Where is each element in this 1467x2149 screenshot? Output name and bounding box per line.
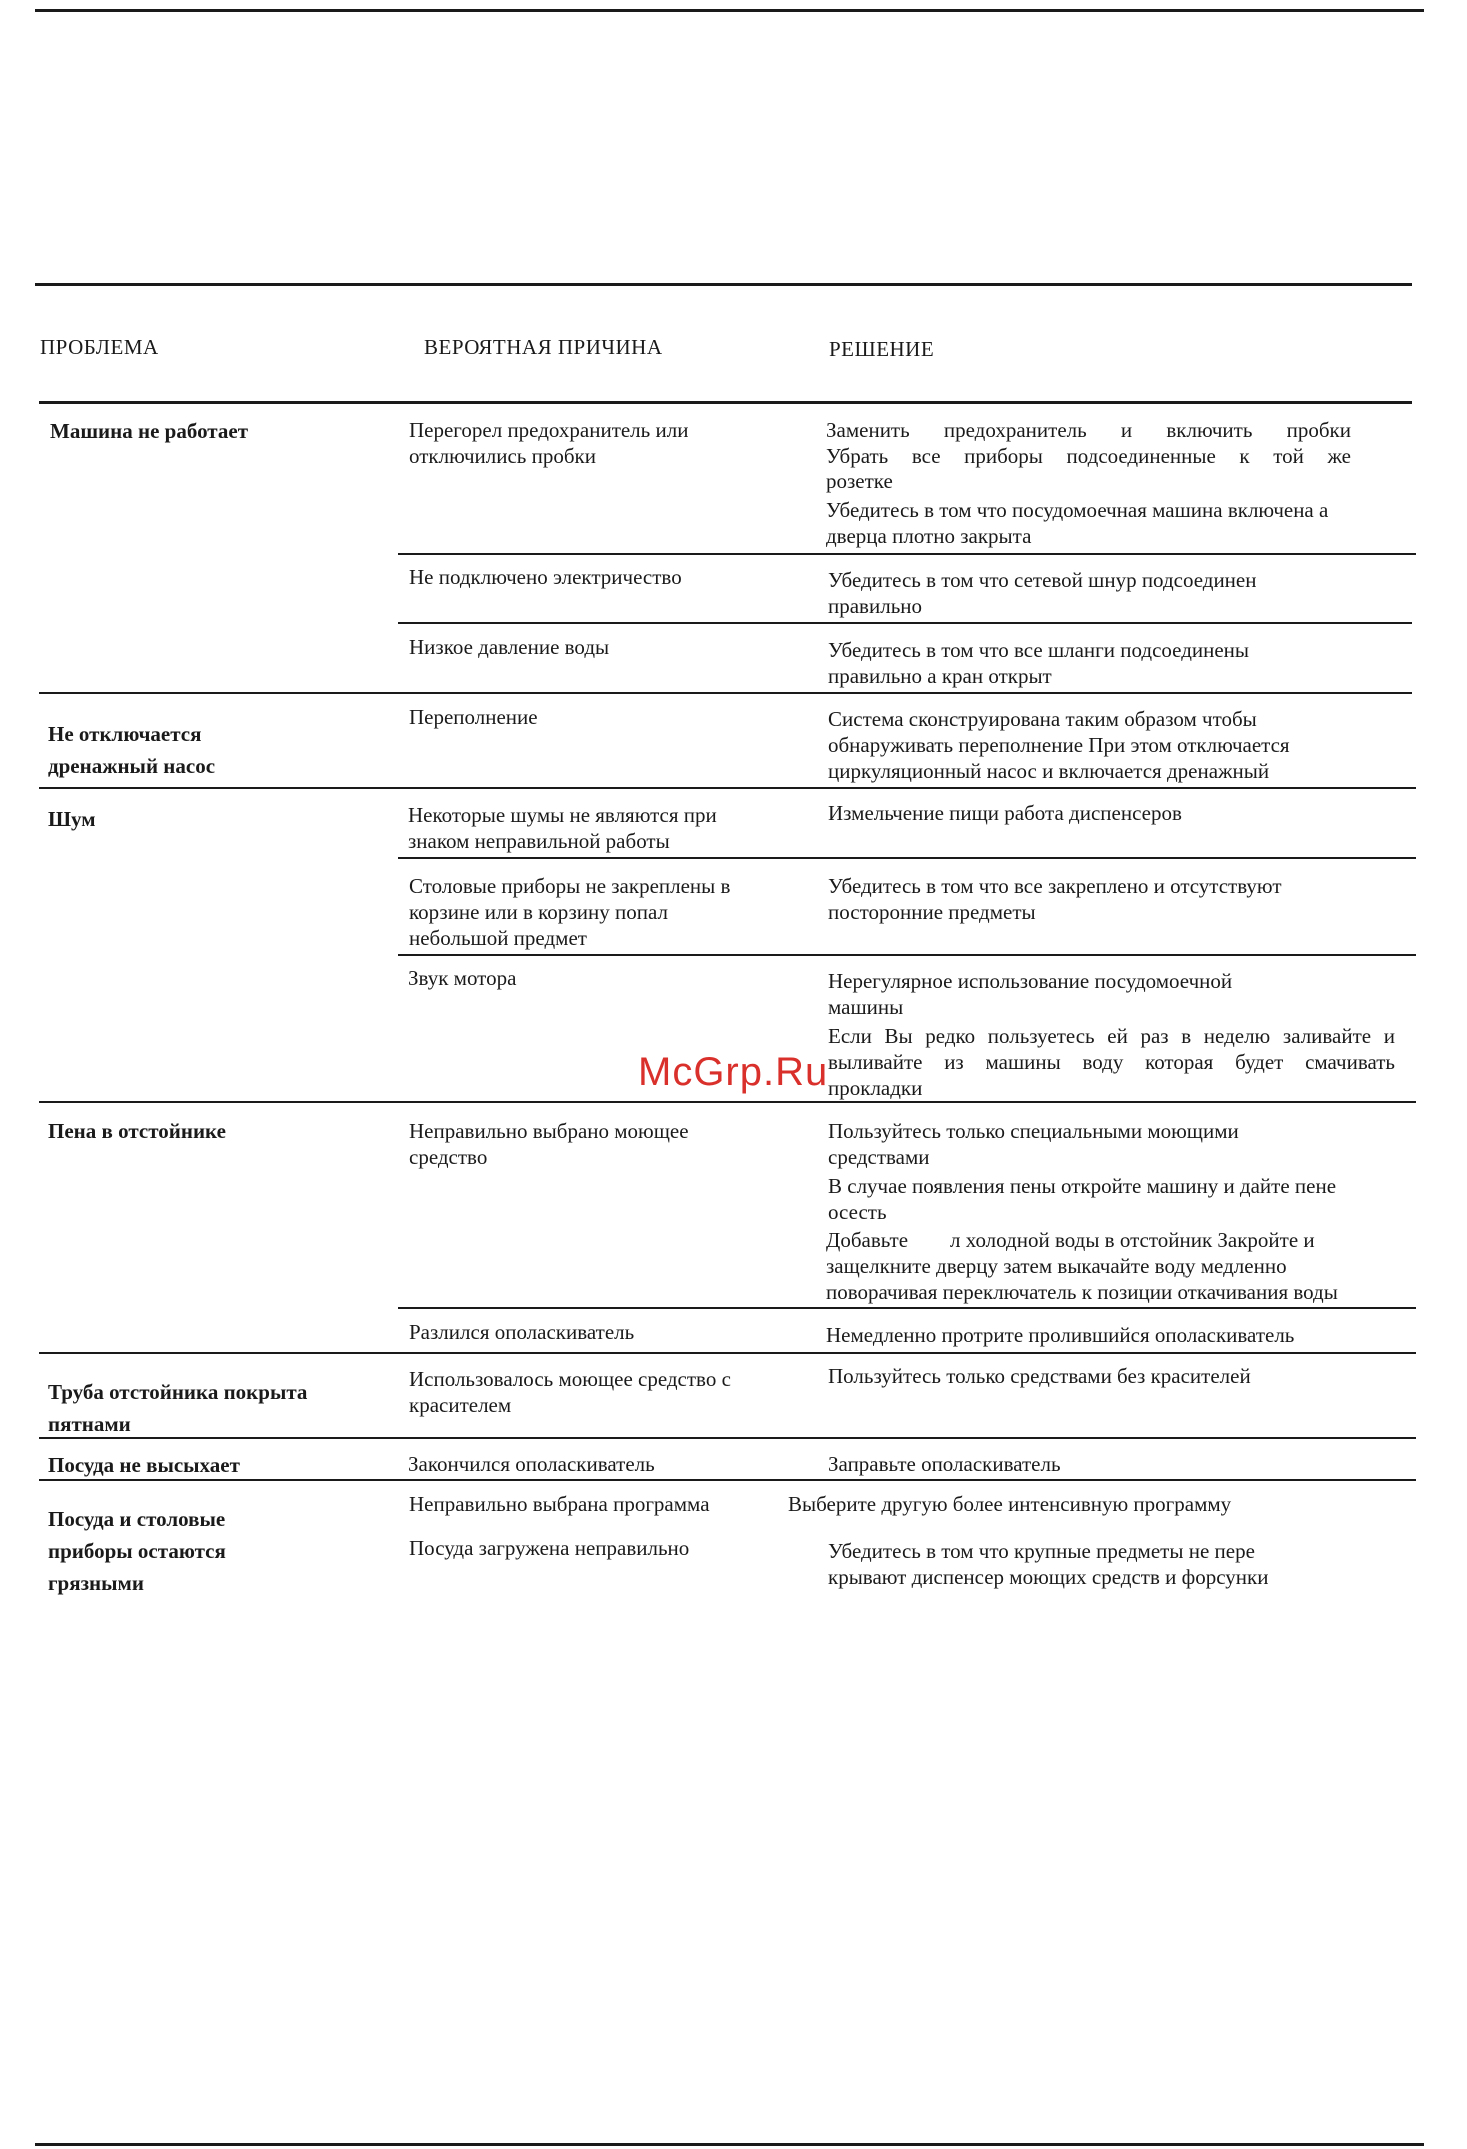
problem-cell: Не отключается дренажный насос (48, 722, 216, 778)
solution-cell: Убедитесь в том что все закреплено и отсутствуют посторонние предметы (828, 874, 1282, 924)
problem-cell: Посуда и столовые приборы остаются грязными (48, 1507, 226, 1595)
row-divider (39, 1101, 1416, 1103)
solution-cell: Убедитесь в том что сетевой шнур подсоединен правильно (828, 568, 1257, 618)
solution-cell: Добавьте л холодной воды в отстойник Закройте и защелкните дверцу затем выкачайте воду медленно поворачивая переключатель к позиции откачивания воды (826, 1228, 1338, 1304)
cause-cell: Использовалось моющее средство с красителем (409, 1367, 731, 1417)
solution-cell: Если Вы редко пользуетесь ей раз в неделю заливайте и выливайте из машины воду которая будет смачивать прокладки (828, 1024, 1395, 1100)
solution-cell: Нерегулярное использование посудомоечной машины (828, 969, 1233, 1019)
cause-cell: Некоторые шумы не являются при знаком неправильной работы (408, 803, 717, 853)
row-divider (398, 857, 1416, 859)
header-cause: ВЕРОЯТНАЯ ПРИЧИНА (424, 335, 663, 359)
row-divider (39, 787, 1416, 789)
row-divider (39, 692, 1412, 694)
solution-cell: Измельчение пищи работа диспенсеров (828, 801, 1182, 825)
cause-cell: Звук мотора (408, 966, 517, 990)
header-rule (39, 401, 1412, 404)
row-divider (398, 622, 1412, 624)
solution-cell: розетке Убедитесь в том что посудомоечная машина включена а дверца плотно закрыта (826, 469, 1329, 548)
cause-cell: Перегорел предохранитель или отключились пробки (409, 418, 689, 468)
cause-cell: Столовые приборы не закреплены в корзине или в корзину попал небольшой предмет (409, 874, 731, 950)
table-top-rule (35, 283, 1412, 286)
solution-cell: Убедитесь в том что крупные предметы не пере крывают диспенсер моющих средств и форсунки (828, 1539, 1269, 1589)
header-solution: РЕШЕНИЕ (829, 337, 935, 361)
problem-cell: Труба отстойника покрыта пятнами (48, 1380, 308, 1436)
row-divider (39, 1352, 1416, 1354)
bottom-rule (35, 2143, 1424, 2146)
solution-cell: Заменить предохранитель и включить пробки Убрать все приборы подсоединенные к той же (826, 418, 1351, 468)
cause-cell: Неправильно выбрано моющее средство (409, 1119, 689, 1169)
solution-cell: Немедленно протрите пролившийся ополаскиватель (826, 1323, 1295, 1347)
problem-cell: Посуда не высыхает (48, 1453, 240, 1477)
solution-cell: Пользуйтесь только средствами без красителей (828, 1364, 1251, 1388)
problem-cell: Машина не работает (50, 419, 249, 443)
cause-cell: Закончился ополаскиватель (408, 1452, 655, 1476)
cause-cell: Переполнение (409, 705, 538, 729)
top-rule (35, 9, 1424, 12)
row-divider (398, 954, 1416, 956)
cause-cell: Неправильно выбрана программа (409, 1492, 710, 1516)
problem-cell: Пена в отстойнике (48, 1119, 226, 1143)
watermark: McGrp.Ru (638, 1050, 829, 1094)
header-problem: ПРОБЛЕМА (40, 335, 159, 359)
solution-cell: Убедитесь в том что все шланги подсоединены правильно а кран открыт (828, 638, 1250, 688)
row-divider (398, 553, 1416, 555)
row-divider (39, 1479, 1416, 1481)
solution-cell: Заправьте ополаскиватель (828, 1452, 1061, 1476)
problem-cell: Шум (48, 807, 96, 831)
cause-cell: Не подключено электричество (409, 565, 682, 589)
row-divider (398, 1307, 1416, 1309)
cause-cell: Низкое давление воды (409, 635, 610, 659)
cause-cell: Посуда загружена неправильно (409, 1536, 690, 1560)
solution-cell: Пользуйтесь только специальными моющими средствами В случае появления пены откройте машину и дайте пене осесть (828, 1119, 1337, 1224)
cause-cell: Разлился ополаскиватель (409, 1320, 635, 1344)
solution-cell: Система сконструирована таким образом чтобы обнаруживать переполнение При этом отключается циркуляционный насос и включается дренажный (828, 707, 1290, 783)
solution-cell: Выберите другую более интенсивную программу (788, 1492, 1232, 1516)
